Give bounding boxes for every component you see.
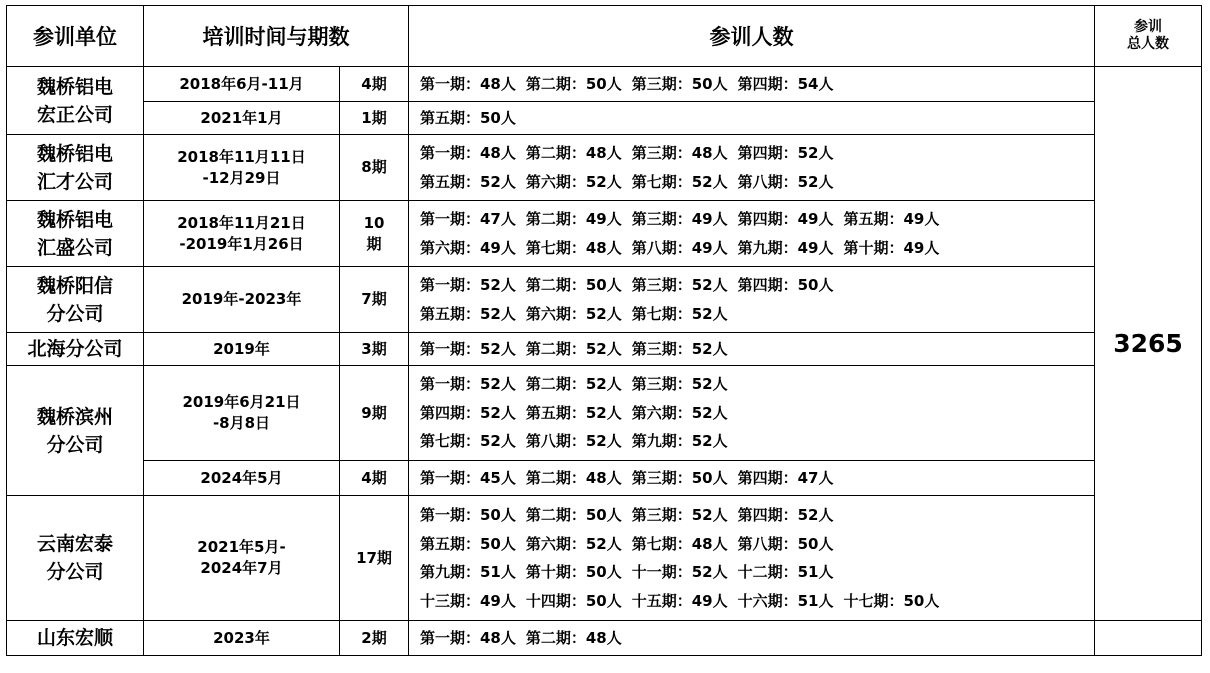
period-count: 第五期：49人 xyxy=(843,210,940,228)
period-count: 第四期：47人 xyxy=(737,468,834,487)
period-count: 第九期：49人 xyxy=(737,238,834,257)
participants-line xyxy=(420,335,1094,364)
period-count: 十七期：50人 xyxy=(843,591,940,610)
period-count: 十二期：51人 xyxy=(737,563,834,581)
unit-cell xyxy=(7,496,144,621)
unit-cell xyxy=(7,135,144,201)
header-unit: 参训单位 xyxy=(7,6,144,67)
period-count: 第二期：48人 xyxy=(525,628,622,647)
training-table xyxy=(6,5,1202,656)
period-count: 第一期：50人 xyxy=(420,506,516,524)
period-count: 第四期：52人 xyxy=(737,144,834,162)
participants-line xyxy=(420,427,1094,456)
participants-line xyxy=(420,370,1094,399)
period-count: 第三期：52人 xyxy=(631,506,728,524)
periods-line: 4期 xyxy=(361,74,387,93)
table-row xyxy=(7,135,1202,201)
unit-line: 汇才公司 xyxy=(36,170,113,193)
period-count: 第七期：48人 xyxy=(631,534,728,553)
period-count: 第五期：50人 xyxy=(420,534,516,553)
participants-cell xyxy=(409,67,1095,102)
period-count: 第十期：50人 xyxy=(525,563,622,581)
time-line: 2024年7月 xyxy=(200,559,283,577)
participants-line xyxy=(420,399,1094,428)
participants-line xyxy=(420,587,1094,616)
time-cell xyxy=(144,267,340,333)
time-line: -12月29日 xyxy=(202,168,281,187)
unit-line: 魏桥铝电 xyxy=(36,208,113,231)
time-cell xyxy=(144,496,340,621)
table-row xyxy=(7,461,1202,496)
header-participants: 参训人数 xyxy=(409,6,1095,67)
participants-cell xyxy=(409,621,1095,656)
participants-line xyxy=(420,271,1094,300)
participants-line xyxy=(420,139,1094,168)
unit-line: 山东宏顺 xyxy=(36,627,113,649)
periods-line: 17期 xyxy=(356,548,392,567)
period-count: 第五期：52人 xyxy=(420,172,516,191)
time-cell xyxy=(144,102,340,135)
period-count: 第七期：48人 xyxy=(525,238,622,257)
period-count: 第七期：52人 xyxy=(631,172,728,191)
period-count: 第三期：49人 xyxy=(631,210,728,228)
header-total-line2: 总人数 xyxy=(1127,36,1169,52)
table-row xyxy=(7,201,1202,267)
table-row xyxy=(7,102,1202,135)
time-cell xyxy=(144,461,340,496)
time-line: -8月8日 xyxy=(212,414,271,432)
periods-cell xyxy=(340,621,409,656)
participants-cell xyxy=(409,135,1095,201)
unit-line: 汇盛公司 xyxy=(36,236,113,259)
period-count: 第一期：48人 xyxy=(420,144,516,162)
unit-line: 魏桥铝电 xyxy=(36,75,113,98)
period-count: 第二期：52人 xyxy=(525,375,622,394)
period-count: 第二期：48人 xyxy=(525,468,622,487)
periods-line: 10 xyxy=(363,213,385,232)
unit-cell xyxy=(7,621,144,656)
period-count: 第九期：52人 xyxy=(631,432,728,451)
periods-line: 9期 xyxy=(361,403,387,422)
time-line: 2019年6月21日 xyxy=(182,393,301,411)
participants-line xyxy=(420,104,1094,133)
period-count: 第六期：52人 xyxy=(525,534,622,553)
table-row xyxy=(7,333,1202,366)
periods-cell xyxy=(340,461,409,496)
time-line: -2019年1月26日 xyxy=(179,234,304,253)
period-count: 第五期：50人 xyxy=(420,108,516,127)
participants-cell xyxy=(409,267,1095,333)
periods-line: 3期 xyxy=(361,339,387,358)
periods-line: 4期 xyxy=(361,468,387,487)
period-count: 第三期：50人 xyxy=(631,468,728,487)
participants-line xyxy=(420,168,1094,197)
unit-line: 云南宏泰 xyxy=(36,533,113,555)
table-row xyxy=(7,621,1202,656)
time-cell xyxy=(144,135,340,201)
participants-line xyxy=(420,464,1094,493)
time-line: 2024年5月 xyxy=(200,468,283,487)
period-count: 十五期：49人 xyxy=(631,591,728,610)
periods-cell xyxy=(340,201,409,267)
unit-cell xyxy=(7,67,144,135)
participants-line xyxy=(420,530,1094,559)
period-count: 第一期：48人 xyxy=(420,628,516,647)
period-count: 第六期：52人 xyxy=(525,172,622,191)
participants-line xyxy=(420,624,1094,653)
participants-cell xyxy=(409,366,1095,461)
periods-cell xyxy=(340,496,409,621)
participants-line xyxy=(420,70,1094,99)
period-count: 十三期：49人 xyxy=(420,591,516,610)
period-count: 十六期：51人 xyxy=(737,591,834,610)
time-cell xyxy=(144,201,340,267)
unit-line: 魏桥铝电 xyxy=(36,142,113,165)
periods-cell xyxy=(340,102,409,135)
period-count: 第四期：52人 xyxy=(737,506,834,524)
period-count: 第四期：52人 xyxy=(420,403,516,422)
period-count: 第二期：49人 xyxy=(525,210,622,228)
periods-cell xyxy=(340,67,409,102)
periods-line: 期 xyxy=(366,234,382,253)
periods-cell xyxy=(340,135,409,201)
unit-line: 宏正公司 xyxy=(36,103,113,126)
participants-cell xyxy=(409,333,1095,366)
period-count: 第三期：50人 xyxy=(631,74,728,93)
unit-line: 魏桥滨州 xyxy=(36,405,113,428)
periods-cell xyxy=(340,333,409,366)
header-row xyxy=(7,6,1202,67)
period-count: 第七期：52人 xyxy=(631,304,728,323)
period-count: 第九期：51人 xyxy=(420,563,516,581)
unit-line: 魏桥阳信 xyxy=(36,274,113,297)
table-row xyxy=(7,67,1202,102)
header-total xyxy=(1095,6,1202,67)
period-count: 第二期：52人 xyxy=(525,339,622,358)
time-cell xyxy=(144,67,340,102)
table-row xyxy=(7,267,1202,333)
header-time-periods: 培训时间与期数 xyxy=(144,6,409,67)
time-cell xyxy=(144,333,340,366)
time-line: 2018年11月21日 xyxy=(177,213,306,232)
participants-cell xyxy=(409,461,1095,496)
participants-line xyxy=(420,501,1094,530)
unit-cell xyxy=(7,366,144,496)
period-count: 第二期：50人 xyxy=(525,276,622,294)
participants-line xyxy=(420,205,1094,234)
total-value: 3265 xyxy=(1095,67,1202,621)
time-line: 2019年-2023年 xyxy=(181,290,302,308)
period-count: 第四期：50人 xyxy=(737,276,834,294)
unit-cell xyxy=(7,333,144,366)
period-count: 第一期：47人 xyxy=(420,210,516,228)
period-count: 第一期：52人 xyxy=(420,339,516,358)
participants-cell xyxy=(409,201,1095,267)
period-count: 第五期：52人 xyxy=(525,403,622,422)
periods-line: 8期 xyxy=(361,158,387,176)
participants-line xyxy=(420,234,1094,263)
unit-line: 分公司 xyxy=(46,561,104,583)
unit-line: 分公司 xyxy=(46,433,104,456)
training-table-container xyxy=(6,5,1202,656)
unit-line: 分公司 xyxy=(46,302,104,325)
periods-line: 7期 xyxy=(361,290,387,308)
header-total-line1: 参训 xyxy=(1134,19,1162,35)
period-count: 十一期：52人 xyxy=(631,563,728,581)
period-count: 第七期：52人 xyxy=(420,432,516,451)
period-count: 第一期：52人 xyxy=(420,375,516,394)
time-line: 2023年 xyxy=(213,628,270,647)
time-line: 2021年1月 xyxy=(200,108,283,127)
period-count: 第八期：49人 xyxy=(631,238,728,257)
unit-cell xyxy=(7,201,144,267)
period-count: 第四期：54人 xyxy=(737,74,834,93)
participants-cell xyxy=(409,496,1095,621)
period-count: 第五期：52人 xyxy=(420,304,516,323)
period-count: 第十期：49人 xyxy=(843,238,940,257)
time-line: 2019年 xyxy=(213,339,270,358)
time-cell xyxy=(144,366,340,461)
participants-line xyxy=(420,558,1094,587)
participants-line xyxy=(420,300,1094,329)
period-count: 第一期：52人 xyxy=(420,276,516,294)
period-count: 十四期：50人 xyxy=(525,591,622,610)
participants-cell xyxy=(409,102,1095,135)
period-count: 第六期：49人 xyxy=(420,238,516,257)
table-row xyxy=(7,366,1202,461)
period-count: 第四期：49人 xyxy=(737,210,834,228)
period-count: 第三期：52人 xyxy=(631,339,728,358)
time-line: 2018年11月11日 xyxy=(177,147,306,166)
total-empty-cell xyxy=(1095,621,1202,656)
time-cell xyxy=(144,621,340,656)
unit-line: 北海分公司 xyxy=(27,338,123,360)
periods-cell xyxy=(340,267,409,333)
periods-line: 2期 xyxy=(361,628,387,647)
time-line: 2021年5月- xyxy=(197,538,286,556)
unit-cell xyxy=(7,267,144,333)
period-count: 第三期：48人 xyxy=(631,144,728,162)
period-count: 第六期：52人 xyxy=(525,304,622,323)
period-count: 第六期：52人 xyxy=(631,403,728,422)
periods-cell xyxy=(340,366,409,461)
period-count: 第八期：52人 xyxy=(737,172,834,191)
period-count: 第一期：48人 xyxy=(420,74,516,93)
period-count: 第一期：45人 xyxy=(420,468,516,487)
period-count: 第八期：50人 xyxy=(737,534,834,553)
period-count: 第二期：48人 xyxy=(525,144,622,162)
period-count: 第二期：50人 xyxy=(525,506,622,524)
table-row xyxy=(7,496,1202,621)
periods-line: 1期 xyxy=(361,108,387,127)
time-line: 2018年6月-11月 xyxy=(179,74,304,93)
period-count: 第二期：50人 xyxy=(525,74,622,93)
period-count: 第三期：52人 xyxy=(631,375,728,394)
period-count: 第八期：52人 xyxy=(525,432,622,451)
period-count: 第三期：52人 xyxy=(631,276,728,294)
